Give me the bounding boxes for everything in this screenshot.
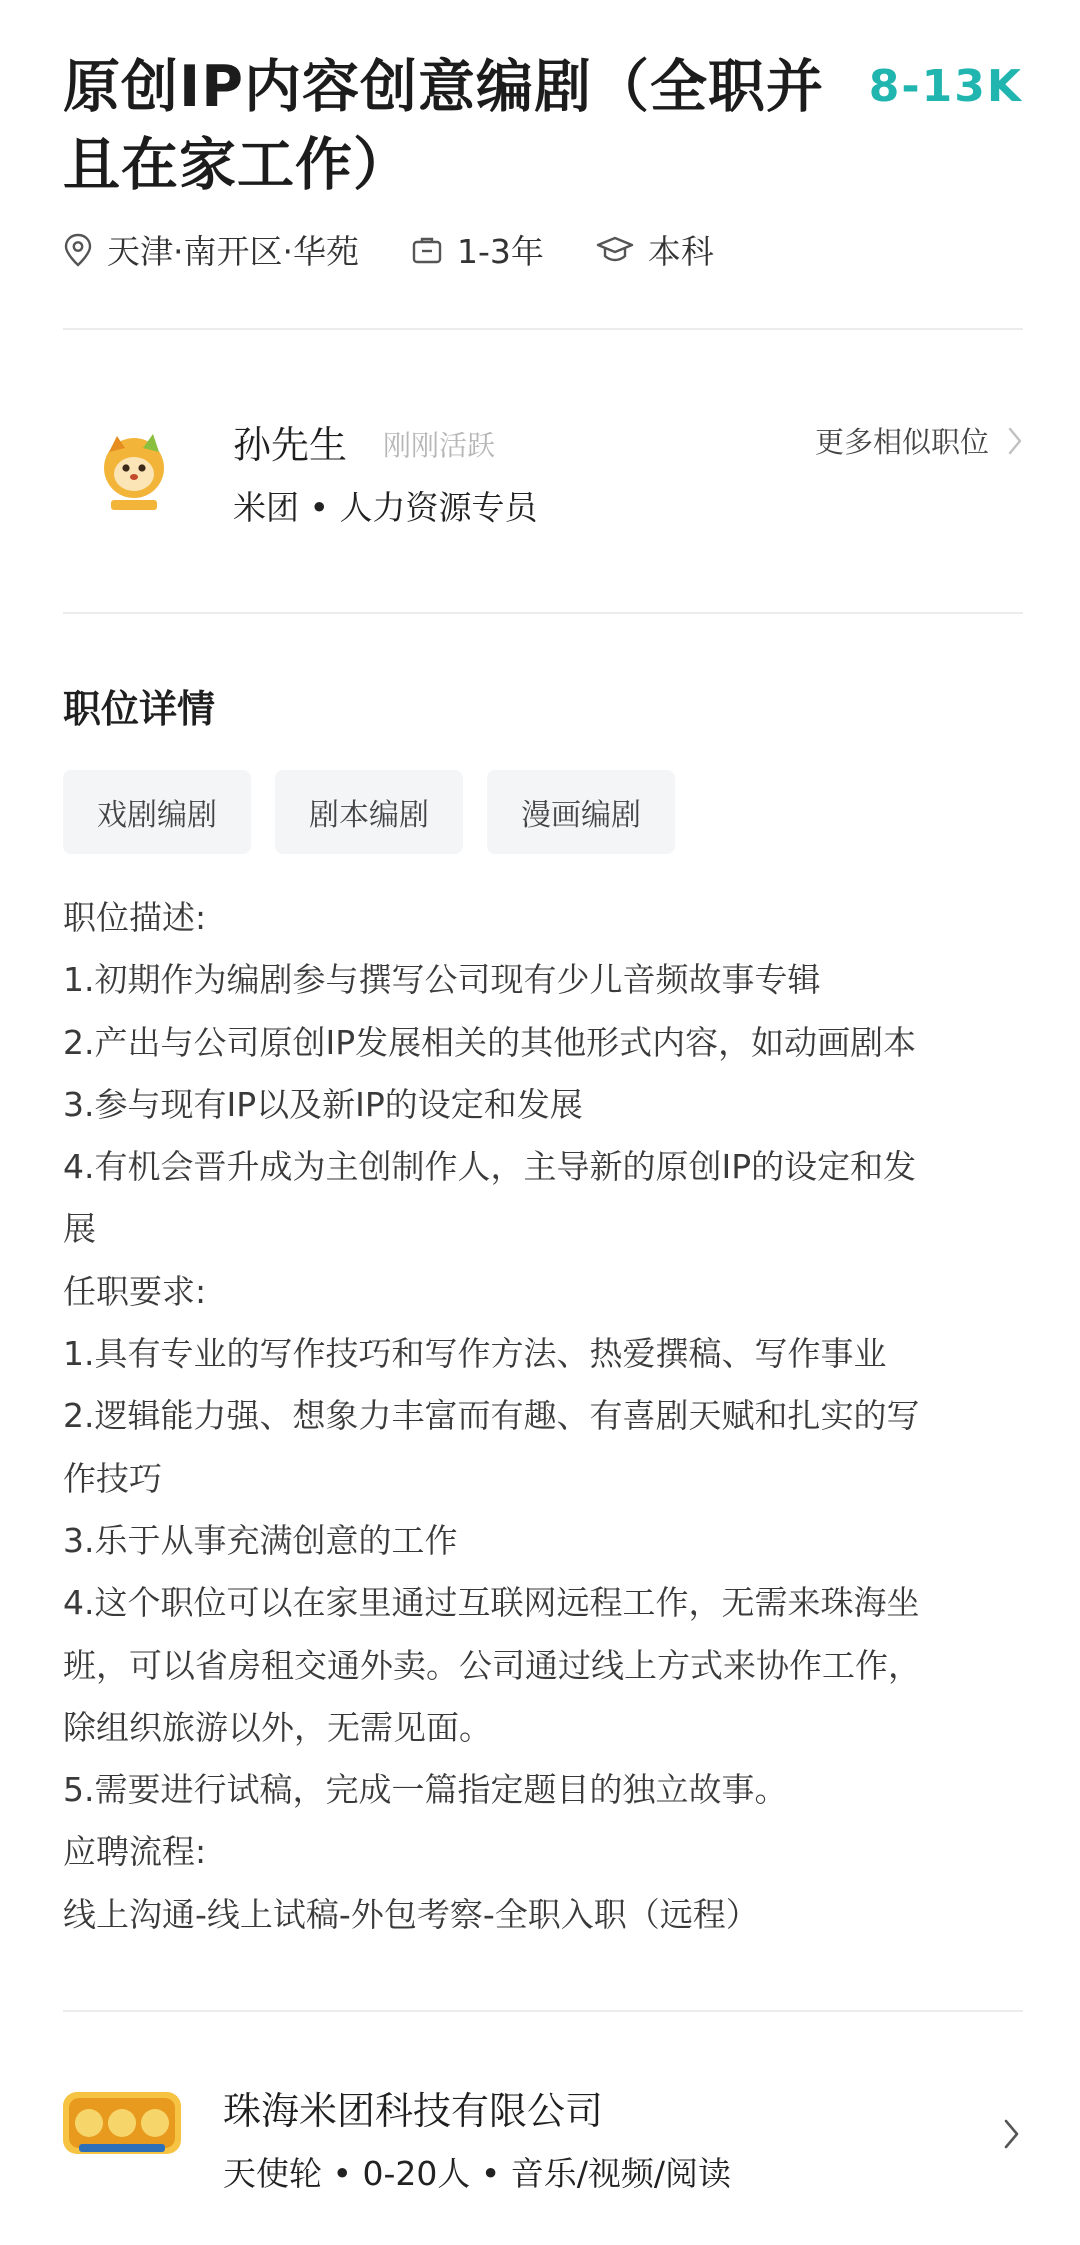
title-row: [63, 48, 1023, 204]
description-line: 3.参与现有IP以及新IP的设定和发展: [63, 1084, 583, 1124]
description-line: 3.乐于从事充满创意的工作: [63, 1520, 458, 1560]
job-tag[interactable]: 剧本编剧: [275, 770, 463, 854]
more-similar-jobs-label: 更多相似职位: [814, 425, 989, 459]
description-line: 作技巧: [63, 1458, 162, 1498]
job-tag[interactable]: 戏剧编剧: [63, 770, 251, 854]
description-line: 4.这个职位可以在家里通过互联网远程工作，无需来珠海坐: [63, 1583, 920, 1623]
education-item: [596, 226, 714, 273]
company-name: 珠海米团科技有限公司: [223, 2089, 604, 2133]
job-tags: [63, 770, 699, 854]
company-card[interactable]: [63, 2040, 1023, 2220]
job-header: [63, 48, 1023, 273]
location-text: 天津·南开区·华苑: [107, 232, 359, 271]
job-description: [63, 887, 1013, 1946]
recruiter-avatar[interactable]: [97, 430, 171, 516]
section-title-job-detail: 职位详情: [63, 687, 216, 731]
chevron-right-icon: [1007, 426, 1023, 456]
job-title: 原创IP内容创意编剧（全职并且在家工作）: [63, 54, 824, 198]
divider: [63, 328, 1023, 330]
location-item: [63, 226, 359, 273]
recruiter-card[interactable]: [63, 400, 1023, 560]
description-line: 班，可以省房租交通外卖。公司通过线上方式来协作工作，: [63, 1645, 921, 1685]
job-tag[interactable]: 漫画编剧: [487, 770, 675, 854]
job-meta-row: [63, 226, 1023, 273]
briefcase-icon: [411, 235, 443, 265]
salary-label: 8-13K: [868, 61, 1023, 112]
experience-item: [411, 226, 544, 273]
divider: [63, 2010, 1023, 2012]
recruiter-name: 孙先生: [233, 423, 348, 467]
description-line: 线上沟通-线上试稿-外包考察-全职入职（远程）: [63, 1894, 759, 1934]
more-similar-jobs-link[interactable]: [815, 420, 1023, 461]
description-line: 4.有机会晋升成为主创制作人，主导新的原创IP的设定和发: [63, 1147, 917, 1187]
description-line: 职位描述:: [63, 898, 207, 937]
description-line: 任职要求:: [63, 1271, 207, 1311]
description-line: 除组织旅游以外，无需见面。: [63, 1707, 492, 1747]
recruiter-company-role: 米团 • 人力资源专员: [233, 488, 538, 527]
description-line: 5.需要进行试稿，完成一篇指定题目的独立故事。: [63, 1770, 788, 1810]
active-status: 刚刚活跃: [383, 429, 496, 462]
description-line: 1.具有专业的写作技巧和写作方法、热爱撰稿、写作事业: [63, 1334, 887, 1374]
divider: [63, 612, 1023, 614]
experience-text: 1-3年: [456, 232, 544, 271]
company-info: 天使轮 • 0-20人 • 音乐/视频/阅读: [223, 2154, 732, 2193]
chevron-right-icon: [1003, 2118, 1021, 2150]
education-text: 本科: [647, 232, 714, 271]
description-line: 2.逻辑能力强、想象力丰富而有趣、有喜剧天赋和扎实的写: [63, 1396, 920, 1436]
description-line: 2.产出与公司原创IP发展相关的其他形式内容，如动画剧本: [63, 1022, 917, 1062]
location-pin-icon: [63, 233, 93, 267]
description-line: 展: [63, 1209, 96, 1249]
company-logo: [59, 2082, 185, 2164]
graduation-cap-icon: [596, 235, 634, 265]
description-line: 1.初期作为编剧参与撰写公司现有少儿音频故事专辑: [63, 960, 821, 1000]
description-line: 应聘流程:: [63, 1832, 207, 1872]
